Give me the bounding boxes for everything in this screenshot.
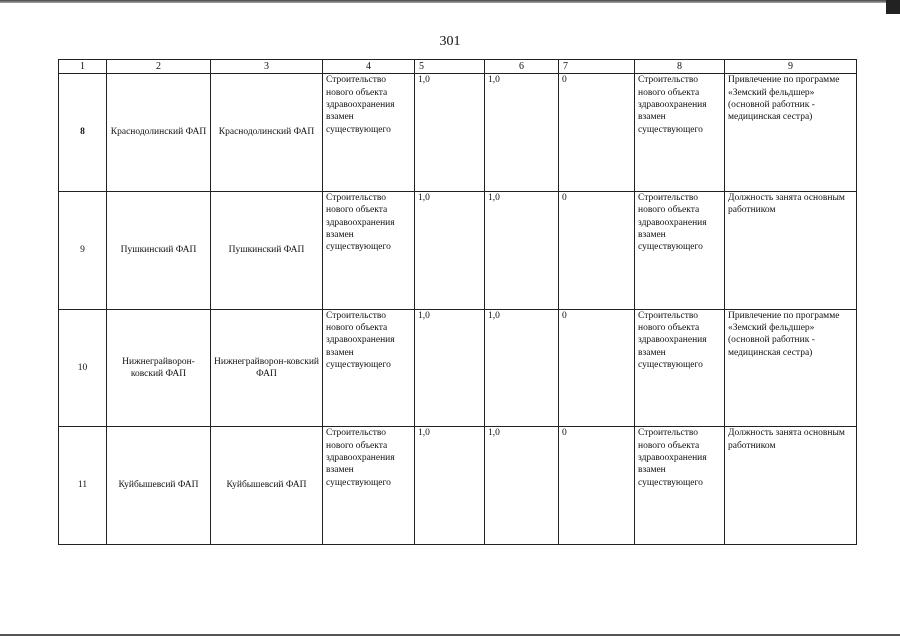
scan-edge-top <box>0 0 900 3</box>
value-col-6: 1,0 <box>485 74 559 192</box>
table-row <box>59 309 857 427</box>
header-cell: 6 <box>485 60 559 74</box>
row-number: 11 <box>59 427 107 545</box>
facility-table <box>58 59 857 545</box>
header-cell: 3 <box>211 60 323 74</box>
table-row <box>59 427 857 545</box>
planned-action: Строительство нового объекта здравоохранения взамен существующего <box>323 309 415 427</box>
row-number: 8 <box>59 74 107 192</box>
facility-name: Краснодолинский ФАП <box>107 74 211 192</box>
object-name: Куйбышевсий ФАП <box>211 427 323 545</box>
row-number: 9 <box>59 191 107 309</box>
staffing-note: Привлечение по программе «Земский фельдшер» (основной работник - медицинская сестра) <box>725 74 857 192</box>
table-row <box>59 191 857 309</box>
value-col-6: 1,0 <box>485 309 559 427</box>
value-col-5: 1,0 <box>415 191 485 309</box>
table-row <box>59 74 857 192</box>
value-col-5: 1,0 <box>415 427 485 545</box>
value-col-5: 1,0 <box>415 74 485 192</box>
scan-edge-bottom <box>0 634 900 636</box>
planned-action: Строительство нового объекта здравоохранения взамен существующего <box>323 191 415 309</box>
facility-name: Пушкинский ФАП <box>107 191 211 309</box>
column-number-header <box>59 60 857 74</box>
planned-action: Строительство нового объекта здравоохранения взамен существующего <box>323 427 415 545</box>
staffing-note: Должность занята основным работником <box>725 427 857 545</box>
staffing-note: Должность занята основным работником <box>725 191 857 309</box>
scan-corner-mark <box>886 0 900 14</box>
value-col-6: 1,0 <box>485 191 559 309</box>
row-number: 10 <box>59 309 107 427</box>
action-col-8: Строительство нового объекта здравоохранения взамен существующего <box>635 427 725 545</box>
action-col-8: Строительство нового объекта здравоохранения взамен существующего <box>635 191 725 309</box>
value-col-5: 1,0 <box>415 309 485 427</box>
facility-name: Куйбышевсий ФАП <box>107 427 211 545</box>
header-cell: 9 <box>725 60 857 74</box>
header-cell: 2 <box>107 60 211 74</box>
header-cell: 8 <box>635 60 725 74</box>
value-col-7: 0 <box>559 74 635 192</box>
object-name: Пушкинский ФАП <box>211 191 323 309</box>
header-cell: 5 <box>415 60 485 74</box>
object-name: Краснодолинский ФАП <box>211 74 323 192</box>
staffing-note: Привлечение по программе «Земский фельдшер» (основной работник - медицинская сестра) <box>725 309 857 427</box>
value-col-7: 0 <box>559 191 635 309</box>
action-col-8: Строительство нового объекта здравоохранения взамен существующего <box>635 309 725 427</box>
header-cell: 4 <box>323 60 415 74</box>
header-cell: 1 <box>59 60 107 74</box>
value-col-7: 0 <box>559 309 635 427</box>
value-col-7: 0 <box>559 427 635 545</box>
object-name: Нижнеграйворон-ковский ФАП <box>211 309 323 427</box>
action-col-8: Строительство нового объекта здравоохранения взамен существующего <box>635 74 725 192</box>
value-col-6: 1,0 <box>485 427 559 545</box>
header-cell: 7 <box>559 60 635 74</box>
planned-action: Строительство нового объекта здравоохранения взамен существующего <box>323 74 415 192</box>
page-number: 301 <box>439 34 461 49</box>
facility-name: Нижнеграйворон-ковский ФАП <box>107 309 211 427</box>
